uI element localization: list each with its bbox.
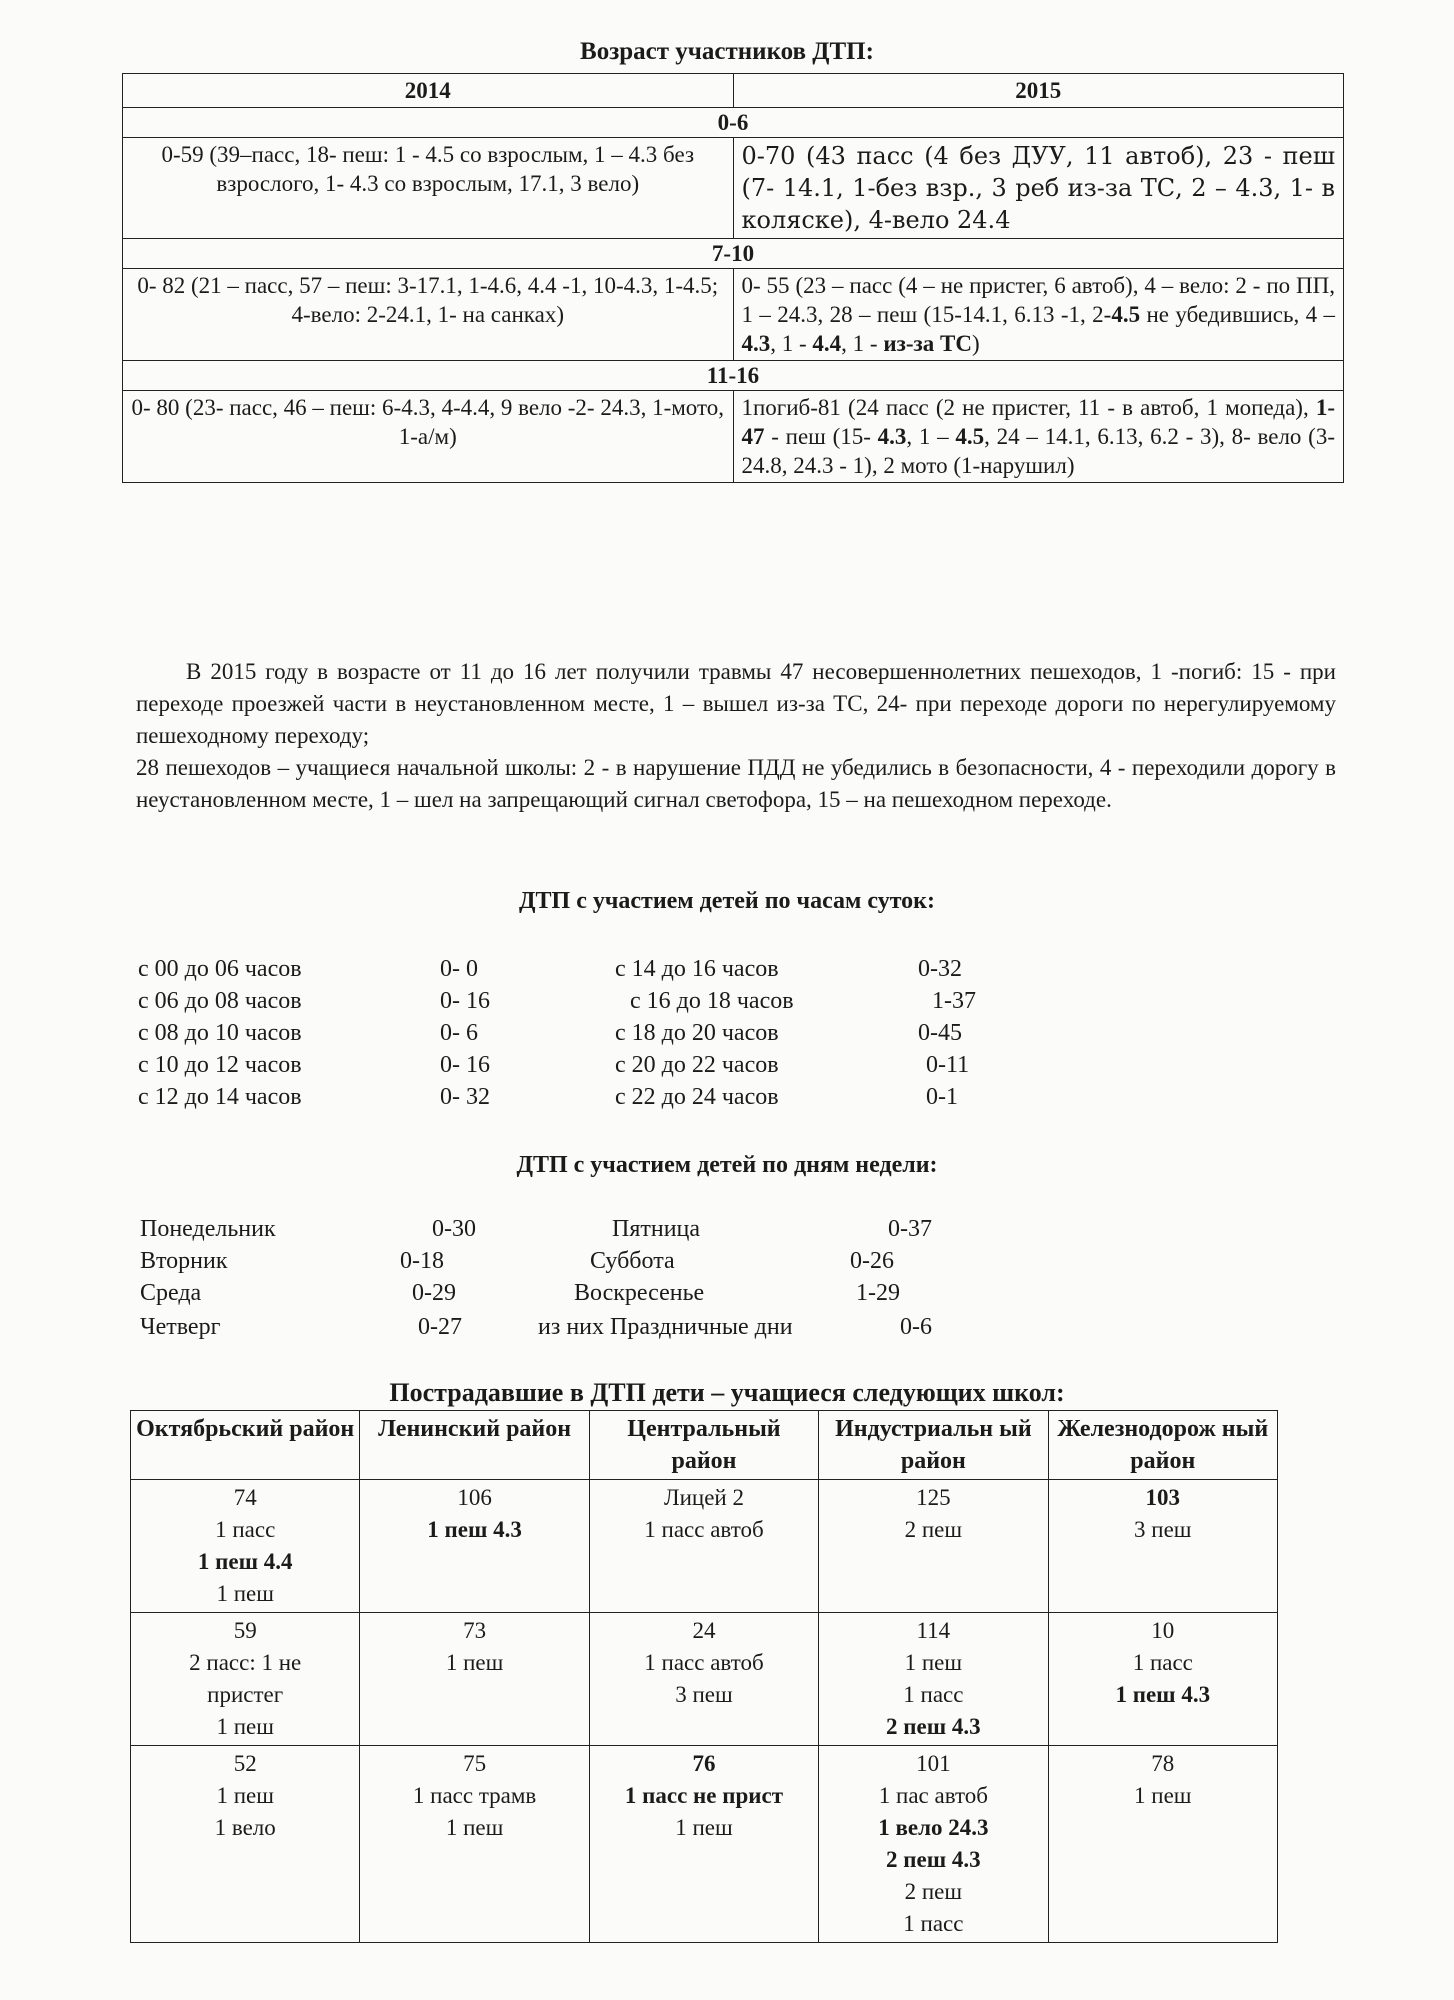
schools-body [131, 1480, 1278, 1943]
school-entry: 1 пасс [903, 1682, 964, 1707]
school-entry: 1 вело 24.3 [878, 1815, 989, 1840]
hour-range: с 00 до 06 часов [138, 956, 302, 982]
school-number: 106 [457, 1485, 492, 1510]
hour-range: с 10 до 12 часов [138, 1052, 302, 1078]
school-entry: 1 пасс [215, 1517, 276, 1542]
age-table-header-row [123, 74, 1344, 108]
header-2015: 2015 [733, 74, 1344, 108]
cell-2014: 0- 80 (23- пасс, 46 – пеш: 6-4.3, 4-4.4, 9 вело -2- 24.3, 1-мото, 1-а/м) [123, 391, 734, 483]
schools-row [131, 1480, 1278, 1613]
school-number: 73 [463, 1618, 487, 1643]
day-name: Пятница [612, 1216, 701, 1242]
text-run: - пеш (15- [764, 424, 878, 449]
hour-value: 0- 16 [440, 988, 490, 1014]
district-header: Ленинский район [360, 1411, 589, 1480]
school-cell [819, 1613, 1048, 1746]
bold-run: 4.4 [812, 331, 842, 356]
day-value: 0-30 [432, 1216, 476, 1242]
text-run: не убедившись, 4 – [1140, 302, 1335, 327]
district-header: Центральный район [589, 1411, 818, 1480]
cell-2014: 0- 82 (21 – пасс, 57 – пеш: 3-17.1, 1-4.6, 4.4 -1, 10-4.3, 1-4.5; 4-вело: 2-24.1, 1- на санках) [123, 269, 734, 361]
school-cell [360, 1613, 589, 1746]
cell-2015 [733, 391, 1344, 483]
summary-paragraph: В 2015 году в возрасте от 11 до 16 лет получили травмы 47 несовершеннолетних пешеходов, 1 -погиб: 15 - при переходе проезжей части в неустановленном месте, 1 – вышел из-за ТС, 24- при переходе дороги по нерегулируемому пешеходному переходу; [136, 659, 1336, 748]
day-value: 0-37 [888, 1216, 932, 1242]
day-value: 0-29 [412, 1280, 456, 1306]
cell-2014: 0-59 (39–пасс, 18- пеш: 1 - 4.5 со взрослым, 1 – 4.3 без взрослого, 1- 4.3 со взрослым, 17.1, 3 вело) [123, 138, 734, 239]
text-run: ) [971, 331, 980, 356]
district-header: Октябрьский район [131, 1411, 360, 1480]
age-group-row [123, 361, 1344, 391]
school-cell [360, 1746, 589, 1943]
school-number: 101 [916, 1751, 951, 1776]
text-run: 1погиб-81 (24 пасс (2 не пристег, 11 - в автоб, 1 мопеда), [741, 395, 1316, 420]
school-number: 74 [233, 1485, 257, 1510]
school-entry: 2 пеш [904, 1517, 963, 1542]
age-data-row [123, 138, 1344, 239]
school-cell [131, 1746, 360, 1943]
school-entry: 1 пасс [903, 1911, 964, 1936]
school-cell [360, 1480, 589, 1613]
school-entry: 1 вело [214, 1815, 276, 1840]
school-cell [1048, 1613, 1277, 1746]
school-number: 76 [692, 1751, 716, 1776]
school-entry: 2 пасс: 1 не [189, 1650, 302, 1675]
hour-range: с 18 до 20 часов [615, 1020, 779, 1046]
school-number: 24 [692, 1618, 716, 1643]
text-run: , 24 – 14.1, 6.13, 6.2 - 3), 8- вело (3-24.8, 24.3 - 1), 2 мото (1-нарушил) [741, 424, 1335, 478]
day-name: Четверг [140, 1314, 221, 1340]
age-table [122, 73, 1344, 483]
school-entry: 3 пеш [675, 1682, 733, 1707]
hour-value: 0- 0 [440, 956, 478, 982]
hours-section-title: ДТП с участием детей по часам суток: [519, 888, 935, 914]
day-name: Среда [140, 1280, 202, 1306]
school-cell [1048, 1480, 1277, 1613]
days-section-title: ДТП с участием детей по дням недели: [516, 1152, 938, 1178]
hour-value: 0- 32 [440, 1084, 490, 1110]
schools-table [130, 1410, 1278, 1943]
age-group-label: 11-16 [123, 361, 1344, 391]
text-run: , 1 – [906, 424, 956, 449]
school-entry: 1 пеш [216, 1783, 274, 1808]
bold-run: из-за ТС [883, 331, 972, 356]
school-entry: 1 пеш [1134, 1783, 1192, 1808]
school-entry: 1 пеш 4.3 [1115, 1682, 1211, 1707]
bold-run: 4.3 [877, 424, 907, 449]
school-entry: 1 пеш [216, 1714, 274, 1739]
age-data-row [123, 269, 1344, 361]
text-run: , 1 - [841, 331, 884, 356]
school-entry: 1 пеш [445, 1650, 504, 1675]
hour-value: 0-45 [918, 1020, 962, 1046]
text-run: , 1 - [770, 331, 813, 356]
district-header: Индустриальн ый район [819, 1411, 1048, 1480]
school-entry: 1 пас автоб [878, 1783, 988, 1808]
school-entry: 2 пеш 4.3 [886, 1714, 981, 1739]
summary-text [136, 656, 1336, 816]
school-entry: 1 пеш [216, 1581, 274, 1606]
hour-value: 0-32 [918, 956, 962, 982]
day-value: 0-6 [900, 1314, 932, 1340]
age-table-title: Возраст участников ДТП: [580, 38, 874, 65]
summary-paragraph: 28 пешеходов – учащиеся начальной школы: 2 - в нарушение ПДД не убедились в безопасности, 4 - переходили дорогу в неустановленном месте, 1 – шел на запрещающий сигнал светофора, 15 – на пешеходном переходе. [136, 755, 1336, 812]
school-entry: 1 пеш 4.3 [427, 1517, 522, 1542]
hour-range: с 16 до 18 часов [630, 988, 794, 1014]
age-data-row [123, 391, 1344, 483]
day-name: Суббота [590, 1248, 675, 1274]
district-header: Железнодорож ный район [1048, 1411, 1277, 1480]
cell-2015: 0-70 (43 пасс (4 без ДУУ, 11 автоб), 23 - пеш (7- 14.1, 1-без взр., 3 реб из-за ТС, 2 – 4.3, 1- в коляске), 4-вело 24.4 [733, 138, 1344, 239]
bold-run: 4.5 [955, 424, 985, 449]
school-cell [589, 1746, 818, 1943]
age-group-label: 7-10 [123, 239, 1344, 269]
school-number: 52 [233, 1751, 257, 1776]
school-cell [819, 1480, 1048, 1613]
hour-value: 1-37 [932, 988, 976, 1014]
hour-value: 0-1 [926, 1084, 958, 1110]
school-number: 75 [463, 1751, 487, 1776]
school-entry: 2 пеш 4.3 [886, 1847, 981, 1872]
day-value: 0-27 [418, 1314, 462, 1340]
age-group-row [123, 108, 1344, 138]
school-entry: 1 пасс автоб [644, 1650, 764, 1675]
bold-run: 4.5 [1111, 302, 1141, 327]
hour-range: с 08 до 10 часов [138, 1020, 302, 1046]
hour-range: с 14 до 16 часов [615, 956, 779, 982]
school-entry: 1 пасс трамв [412, 1783, 537, 1808]
school-entry: 1 пеш [675, 1815, 733, 1840]
school-entry: 3 пеш [1134, 1517, 1192, 1542]
school-entry: 1 пеш [904, 1650, 963, 1675]
hour-value: 0- 16 [440, 1052, 490, 1078]
text-run: 0- 55 (23 – пасс (4 – не пристег, 6 автоб), 4 – вело: 2 - по ПП, 1 – 24.3, 28 – пеш (15-14.1, 6.13 -1, 2- [741, 273, 1335, 327]
school-number: 10 [1151, 1618, 1175, 1643]
school-number: 59 [233, 1618, 257, 1643]
school-entry: пристег [207, 1682, 284, 1707]
school-number: 78 [1151, 1751, 1175, 1776]
school-number: 125 [916, 1485, 951, 1510]
hour-range: с 20 до 22 часов [615, 1052, 779, 1078]
age-group-label: 0-6 [123, 108, 1344, 138]
day-value: 0-18 [400, 1248, 444, 1274]
bold-run: 1-47 [741, 395, 1335, 449]
school-number: 103 [1145, 1485, 1181, 1510]
school-cell [1048, 1746, 1277, 1943]
school-entry: 1 пасс не прист [624, 1783, 784, 1808]
school-entry: 1 пеш [445, 1815, 504, 1840]
hour-range: с 06 до 08 часов [138, 988, 302, 1014]
schools-row [131, 1613, 1278, 1746]
school-entry: 1 пасс [1132, 1650, 1193, 1675]
school-cell [131, 1613, 360, 1746]
day-value: 0-26 [850, 1248, 894, 1274]
day-name: Вторник [140, 1248, 228, 1274]
school-entry: 2 пеш [904, 1879, 963, 1904]
bold-run: 4.3 [741, 331, 771, 356]
school-entry: 1 пасс автоб [644, 1517, 764, 1542]
day-name: из них Праздничные дни [538, 1314, 793, 1340]
hour-range: с 12 до 14 часов [138, 1084, 302, 1110]
cell-2015 [733, 269, 1344, 361]
hour-range: с 22 до 24 часов [615, 1084, 779, 1110]
school-cell [819, 1746, 1048, 1943]
age-group-row [123, 239, 1344, 269]
school-cell [589, 1613, 818, 1746]
header-2014: 2014 [123, 74, 734, 108]
day-value: 1-29 [856, 1280, 900, 1306]
hour-value: 0- 6 [440, 1020, 478, 1046]
day-name: Воскресенье [574, 1280, 705, 1306]
schools-section-title: Пострадавшие в ДТП дети – учащиеся следующих школ: [389, 1378, 1065, 1407]
day-name: Понедельник [140, 1216, 276, 1242]
schools-header-row [131, 1411, 1278, 1480]
school-number: 114 [916, 1618, 951, 1643]
schools-row [131, 1746, 1278, 1943]
school-number: Лицей 2 [663, 1485, 744, 1510]
school-entry: 1 пеш 4.4 [197, 1549, 293, 1574]
school-cell [589, 1480, 818, 1613]
school-cell [131, 1480, 360, 1613]
hour-value: 0-11 [926, 1052, 970, 1078]
